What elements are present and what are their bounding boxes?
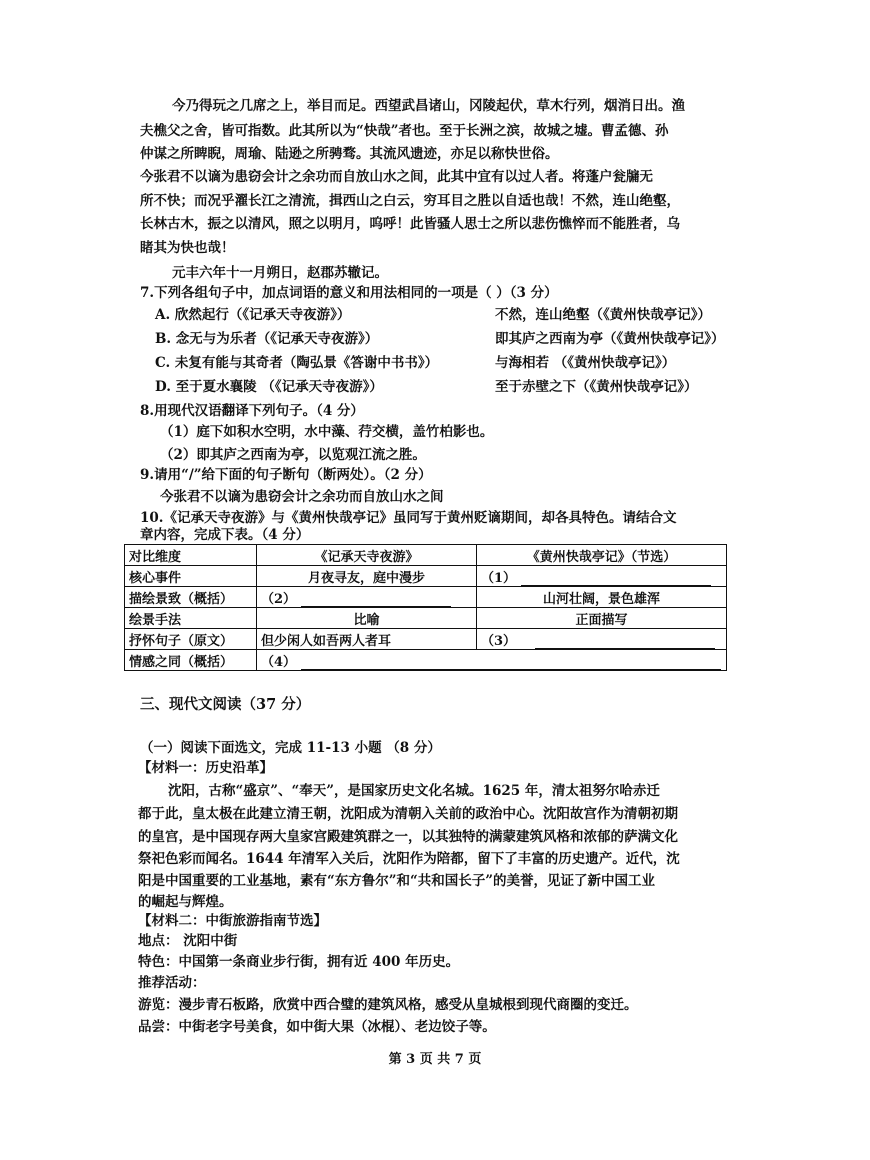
material1-line4: 祭祀色彩而闻名。1644 年清军入关后，沈阳作为陪都，留下了丰富的历史遗产。近代，沈 [138,851,680,867]
comparison-table [124,544,727,671]
page-footer: 第 3 页 共 7 页 [388,1052,482,1067]
q10-stem-line2: 章内容，完成下表。（4 分） [140,527,310,543]
passage-p1-line3: 仲谋之所睥睨，周瑜、陆逊之所骋骛。其流风遗迹，亦足以称快世俗。 [140,146,559,162]
table-cell: 月夜寻友，庭中漫步 [257,566,477,587]
q7-option-c-right: 与海相若 （《黄州快哉亭记》） [495,355,676,371]
table-cell-blank[interactable] [257,650,727,671]
material2-line1: 地点： 沈阳中街 [138,933,238,949]
table-row [125,650,727,671]
table-cell-blank[interactable] [477,566,727,587]
material1-line3: 的皇宫，是中国现存两大皇家宫殿建筑群之一，以其独特的满蒙建筑风格和浓郁的萨满文化 [138,829,678,845]
table-cell: 比喻 [257,608,477,629]
passage-p2-line1: 今张君不以谪为患窃会计之余功而自放山水之间，此其中宜有以过人者。将蓬户瓮牖无 [140,169,653,185]
passage-p1-line2: 夫樵父之舍，皆可指数。此其所以为“快哉”者也。至于长洲之滨，故城之墟。曹孟德、孙 [140,123,669,139]
q7-option-d-right: 至于赤壁之下（《黄州快哉亭记》） [495,379,698,395]
passage-p3: 元丰六年十一月朔日，赵郡苏辙记。 [172,265,388,281]
q7-option-a-left: A. 欣然起行（《记承天寺夜游》） [155,307,351,323]
blank-label: （4） [261,654,297,670]
table-cell: 情感之同（概括） [125,650,257,671]
blank-label: （3） [481,633,517,649]
answer-blank[interactable] [301,592,451,607]
q7-stem: 7.下列各组句子中，加点词语的意义和用法相同的一项是（ ）（3 分） [140,285,558,301]
table-header-cell: 《黄州快哉亭记》（节选） [477,545,727,566]
table-cell: 抒怀句子（原文） [125,629,257,650]
q7-option-a-right: 不然，连山绝壑（《黄州快哉亭记》） [495,307,711,323]
blank-label: （1） [481,570,517,586]
table-header-row [125,545,727,566]
table-row [125,587,727,608]
material2-line5: 品尝：中街老字号美食，如中街大果（冰棍）、老边饺子等。 [138,1019,496,1035]
table-row [125,566,727,587]
q7-option-c-left: C. 未复有能与其奇者（陶弘景《答谢中书书》） [155,355,439,371]
passage-p2-line2: 所不快；而况乎濯长江之清流，揖西山之白云，穷耳目之胜以自适也哉！不然，连山绝壑， [140,193,680,209]
answer-blank[interactable] [521,571,711,586]
q8-item-2: （2）即其庐之西南为亭，以览观江流之胜。 [160,447,426,463]
material1-line5: 阳是中国重要的工业基地，素有“东方鲁尔”和“共和国长子”的美誉，见证了新中国工业 [138,873,656,889]
passage-p2-line4: 睹其为快也哉！ [140,240,235,256]
q9-stem: 9.请用“/”给下面的句子断句（断两处）。（2 分） [140,467,432,483]
material2-line2: 特色：中国第一条商业步行街，拥有近 400 年历史。 [138,954,460,970]
q9-sentence: 今张君不以谪为患窃会计之余功而自放山水之间 [160,489,444,505]
table-cell-blank[interactable] [477,629,727,650]
q8-item-1: （1）庭下如积水空明，水中藻、荇交横，盖竹柏影也。 [160,424,494,440]
table-header-cell: 对比维度 [125,545,257,566]
table-cell: 核心事件 [125,566,257,587]
material1-title: 【材料一：历史沿革】 [138,760,273,776]
blank-label: （2） [261,591,297,607]
material1-line2: 都于此，皇太极在此建立清王朝，沈阳成为清朝入关前的政治中心。沈阳故宫作为清朝初期 [138,806,678,822]
table-cell: 正面描写 [477,608,727,629]
q7-option-d-left: D. 至于夏水襄陵 （《记承天寺夜游》） [155,379,383,395]
table-cell: 绘景手法 [125,608,257,629]
material2-title: 【材料二：中街旅游指南节选】 [138,913,327,929]
table-row [125,629,727,650]
table-header-cell: 《记承天寺夜游》 [257,545,477,566]
material2-line4: 游览：漫步青石板路，欣赏中西合璧的建筑风格，感受从皇城根到现代商圈的变迁。 [138,997,638,1013]
passage-p2-line3: 长林古木，振之以清风，照之以明月，呜呼！此皆骚人思士之所以悲伤憔悴而不能胜者，乌 [140,216,680,232]
section3-title: 三、现代文阅读（37 分） [140,696,311,713]
material1-line6: 的崛起与辉煌。 [138,894,233,910]
table-cell: 描绘景致（概括） [125,587,257,608]
passage-p1-line1: 今乃得玩之几席之上，举目而足。西望武昌诸山，冈陵起伏，草木行列，烟消日出。渔 [172,98,685,114]
table-cell: 但少闲人如吾两人者耳 [257,629,477,650]
q8-stem: 8.用现代汉语翻译下列句子。（4 分） [140,403,364,419]
section3-sub: （一）阅读下面选文，完成 11-13 小题 （8 分） [140,740,441,756]
q10-stem-line1: 10.《记承天寺夜游》与《黄州快哉亭记》虽同写于黄州贬谪期间，却各具特色。请结合文 [140,510,677,526]
answer-blank[interactable] [535,634,715,649]
q7-option-b-right: 即其庐之西南为亭（《黄州快哉亭记》） [495,331,725,347]
material1-line1: 沈阳，古称“盛京”、“奉天”，是国家历史文化名城。1625 年，清太祖努尔哈赤迁 [168,783,660,799]
table-cell-blank[interactable] [257,587,477,608]
answer-blank[interactable] [301,655,721,670]
material2-line3: 推荐活动： [138,975,206,991]
table-cell: 山河壮阔，景色雄浑 [477,587,727,608]
q7-option-b-left: B. 念无与为乐者（《记承天寺夜游》） [155,331,379,347]
table-row [125,608,727,629]
